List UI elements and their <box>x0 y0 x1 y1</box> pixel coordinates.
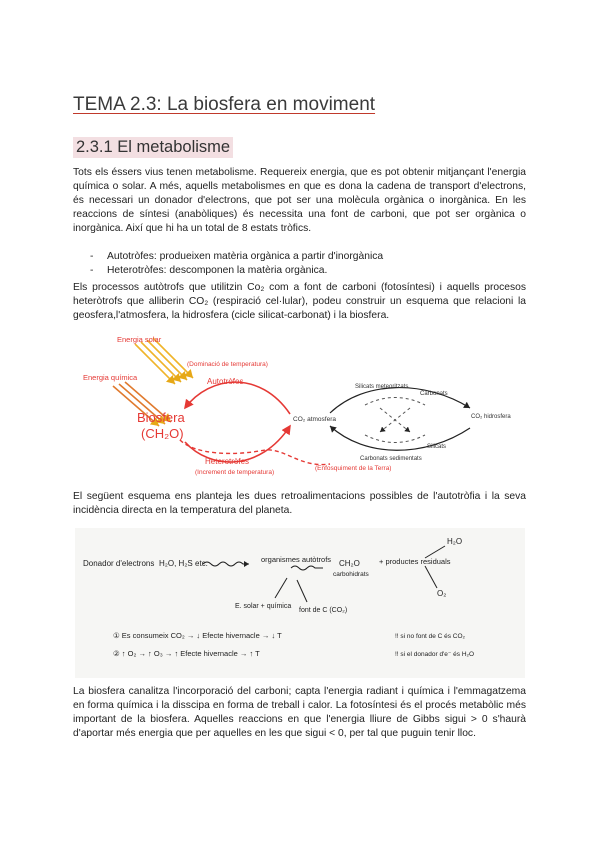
ch2o-label: (CH₂O) <box>141 426 184 441</box>
feedback-note-2: !! si el donador d'e⁻ és H₂O <box>395 651 475 658</box>
autotrofes-label: Autotròfes <box>207 377 244 386</box>
heterotrofes-dashed-arc <box>180 440 330 465</box>
carbonats-top-label: Carbonats <box>420 391 448 397</box>
reactants-label: H₂O, H₂S etc. <box>159 559 208 568</box>
donador-label: Donador d'electrons <box>83 559 155 568</box>
silicat-bottom-label: Silicats <box>427 444 447 450</box>
carbonats-bottom-label: Carbonats sedimentats <box>360 456 422 462</box>
co2-hidrosfera-label: CO₂ hidrosfera <box>471 414 511 420</box>
silicat-bottom-arrow <box>330 426 470 450</box>
carbon-cycle-diagram <box>75 330 525 480</box>
processes-paragraph: Els processos autòtrofs que utilitzin Co₂ com a font de carboni (fotosíntesi) i aquells procesos heteròtrofs que alliberin CO₂ (respiració cel·lular), podeu construir un esquema que relacioni la geosfera,l'atmosfera, la hidrosfera (cicle silicat-carbonat) i la biosfera. <box>73 282 526 321</box>
increment-label: (Increment de temperatura) <box>195 469 275 476</box>
feedback-row-2: ② ↑ O₂ → ↑ O₃ → ↑ Efecte hivernacle → ↑ T <box>113 649 260 658</box>
esolar-label: E. solar + química <box>235 603 292 610</box>
biosfera-paragraph: La biosfera canalitza l'incorporació del carboni; capta l'energia radiant i química i l'emmagatzema en forma química i la disscipa en forma de treball i calor. La fotosíntesi és el procés metabòlic més important de la biosfera. Aquelles reaccions en que l'energia lliure de Gibbs sigui > 0 s'haurà d'aportar més energia que per aquelles en les que sigui < 0, per tal que puguin tenir lloc. <box>73 686 526 739</box>
carbohidrats-label: carbohidrats <box>333 571 369 578</box>
feedback-paragraph: El següent esquema ens planteja les dues retroalimentacions possibles de l'autotròfia i la seva incidència directa en la temperatura del planeta. <box>73 491 526 516</box>
h2o-label: H₂O <box>447 537 463 546</box>
heterotrofes-label: Heterotròfes <box>205 457 250 466</box>
productes-label: + productes residuals <box>379 557 451 566</box>
ch2o-sketch-label: CH₂O <box>339 559 360 568</box>
energia-quimica-label: Energia química <box>83 373 138 382</box>
feedback-row-1: ① Es consumeix CO₂ → ↓ Efecte hivernacle → ↓ T <box>113 631 282 640</box>
list-item: - Autotròfes: produeixen matèria orgànica a partir d'inorgànica <box>90 250 383 264</box>
font-label: font de C (CO₂) <box>299 607 348 614</box>
enfosquiment-label: (Enfosquiment de la Terra) <box>315 465 392 472</box>
silicat-top-label: Silicats meteoritzats <box>355 384 409 390</box>
o2-label: O₂ <box>437 589 447 598</box>
feedback-note-1: !! si no font de C és CO₂ <box>395 633 466 640</box>
organismes-label: organismes autòtrofs <box>261 555 332 564</box>
silicat-top-arrow <box>330 388 470 413</box>
trophic-list <box>90 250 383 278</box>
energia-solar-label: Energia solar <box>117 335 162 344</box>
page-title: TEMA 2.3: La biosfera en moviment <box>73 94 376 115</box>
co2-atmosfera-label: CO₂ atmosfera <box>293 416 336 423</box>
autotrofes-arc <box>185 382 290 414</box>
intro-paragraph: Tots els éssers vius tenen metabolisme. Requereix energia, que es pot obtenir mitjançant l'energia química o solar. A més, aquells metabolismes en que es dona la cadena de transport d'electrons, és necessari un donador d'electrons, que pot ser una molècula orgànica o inorgànica. En les reaccions de síntesi (anabòliques) és necessita una font de carboni, que pot ser orgànica o inorgànica. Així que hi ha un total de 8 estats tròfics. <box>73 167 526 234</box>
section-heading: 2.3.1 El metabolisme <box>73 137 233 158</box>
list-item: - Heterotròfes: descomponen la matèria orgànica. <box>90 264 383 278</box>
solar-rays <box>135 338 193 384</box>
biosfera-label: Biosfera <box>137 410 185 425</box>
dominacio-label: (Dominació de temperatura) <box>187 361 268 368</box>
feedback-diagram <box>75 528 525 678</box>
